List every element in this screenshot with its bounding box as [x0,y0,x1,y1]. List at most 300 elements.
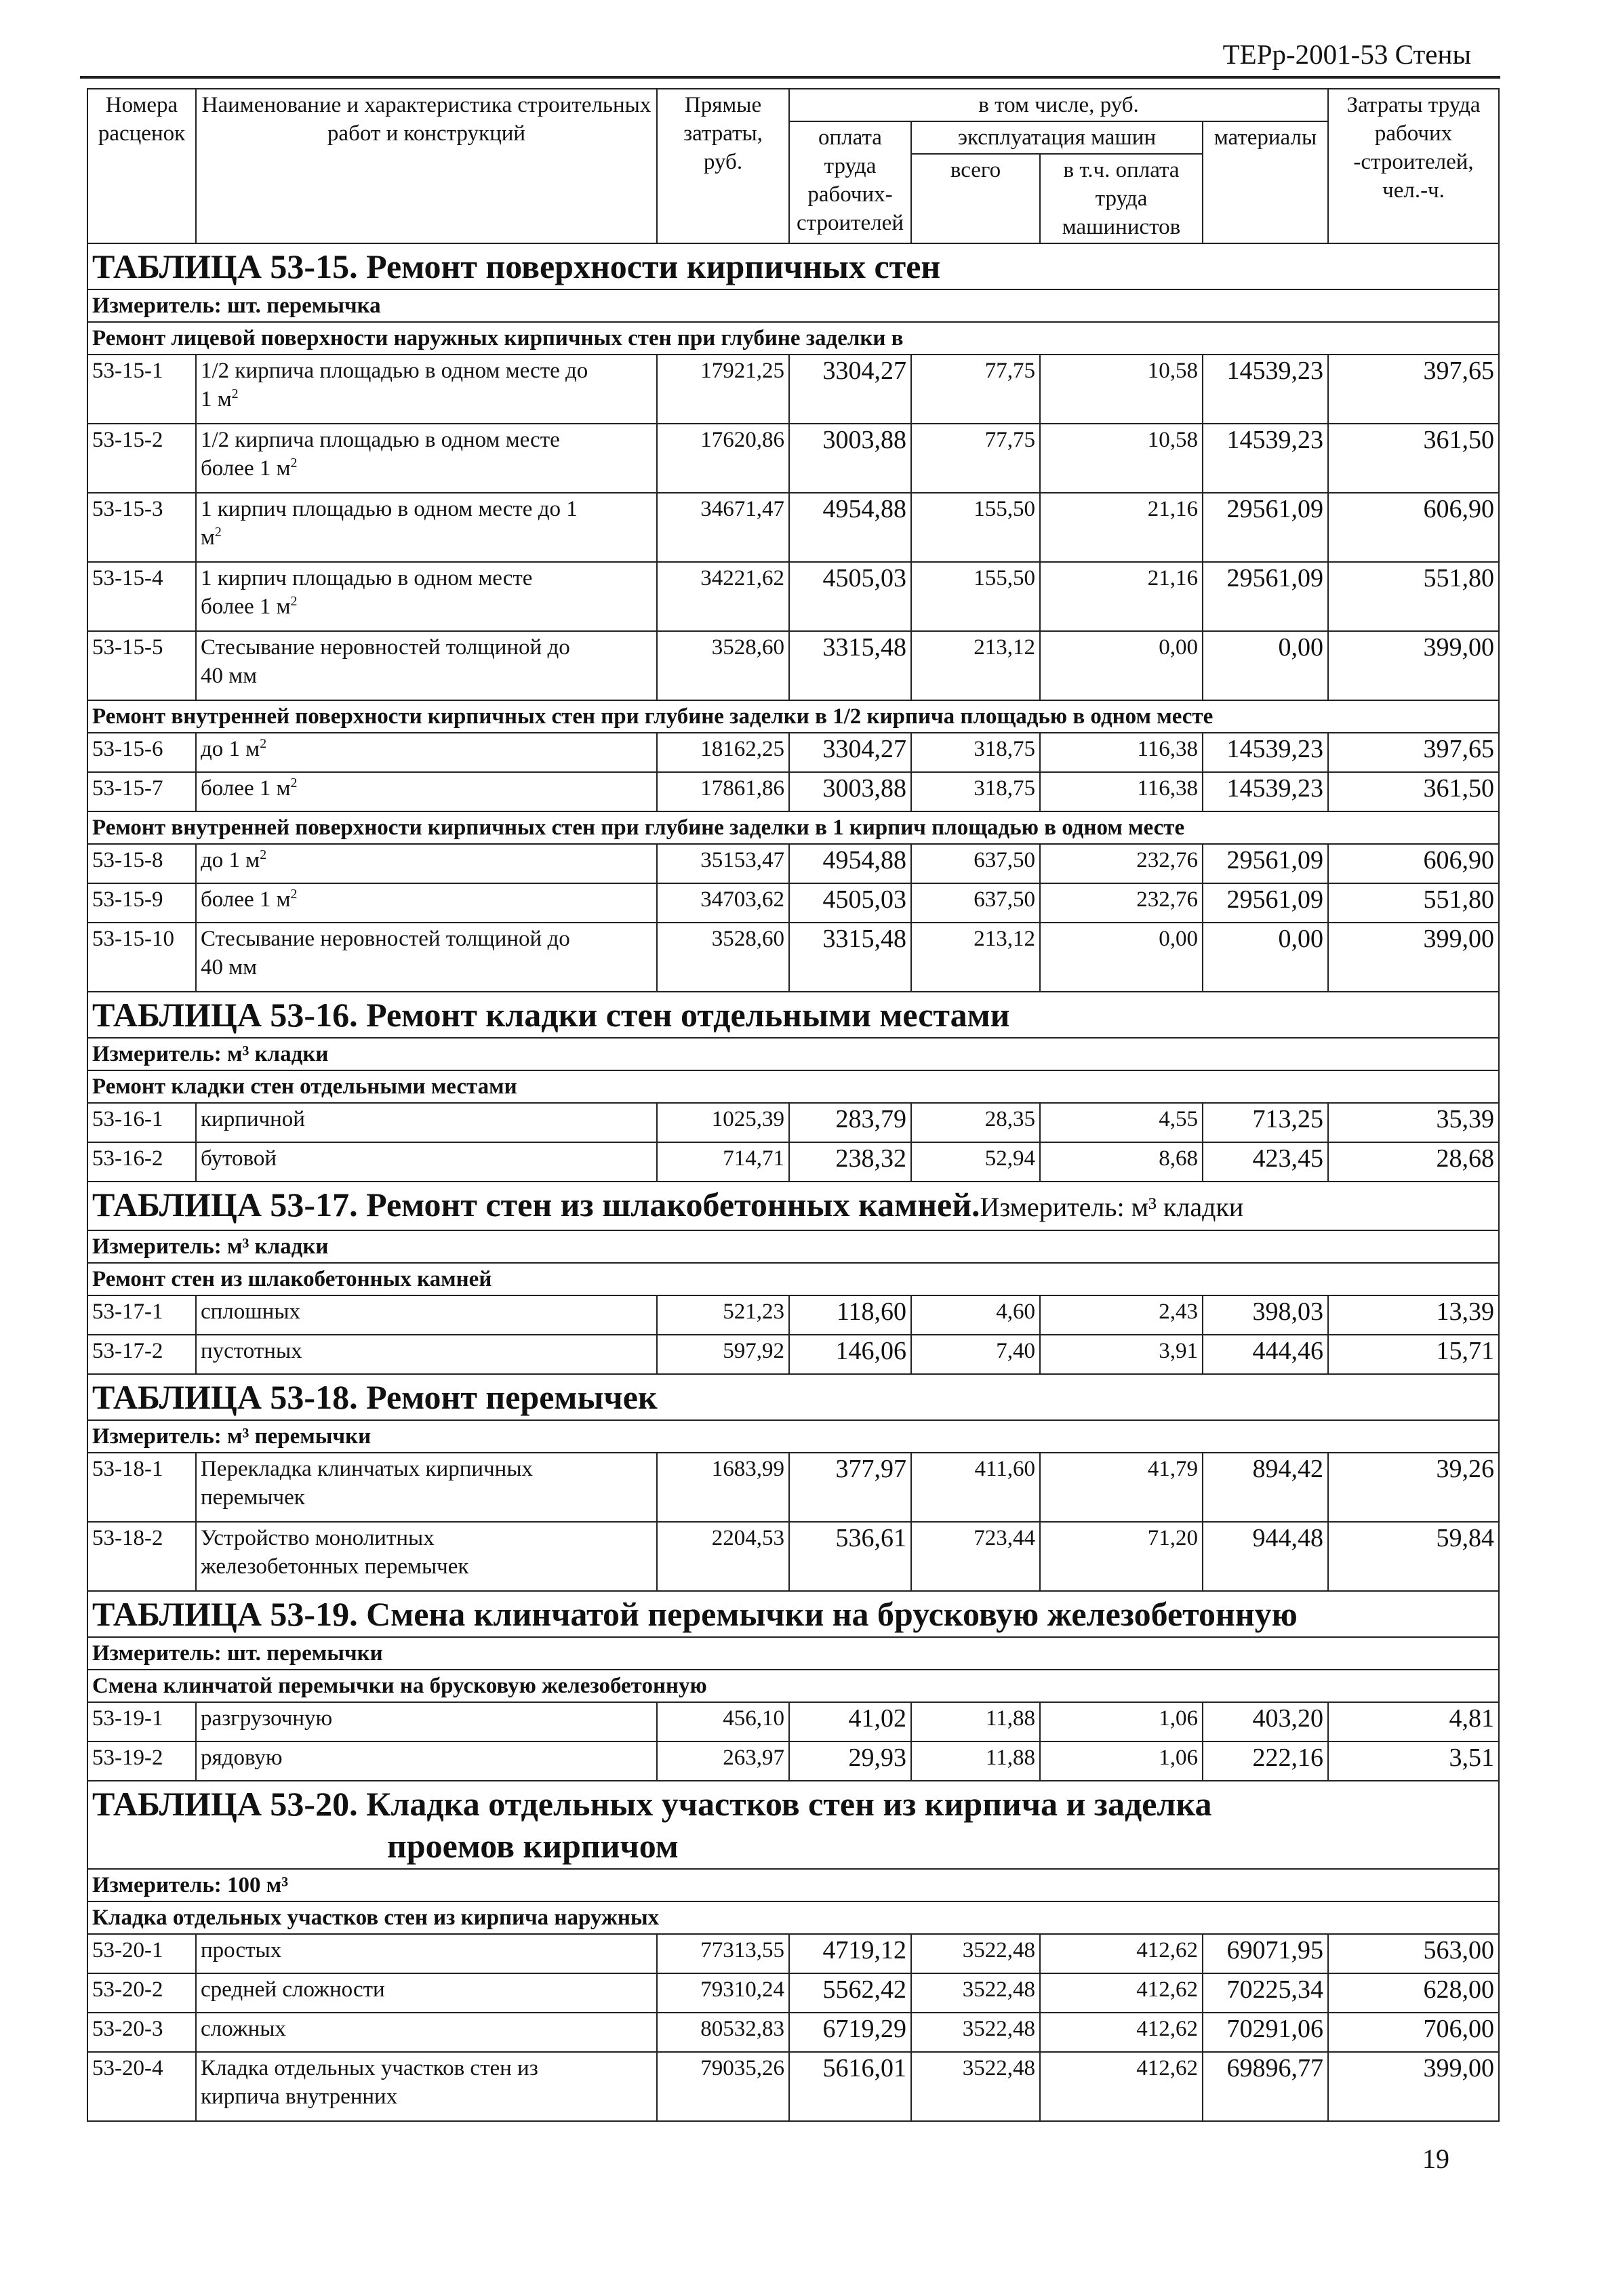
machines-cost: 3522,48 [911,1973,1040,2013]
machine-wages-cost: 1,06 [1040,1702,1203,1741]
direct-cost: 77313,55 [657,1934,789,1973]
materials-cost: 69896,77 [1203,2052,1328,2121]
work-name [196,733,657,772]
machines-cost: 213,12 [911,923,1040,992]
group-label: Ремонт внутренней поверхности кирпичных стен при глубине заделки в 1 кирпич площадью в одном месте [87,811,1499,844]
table-row [87,1103,1499,1142]
work-name-line1: до 1 м [201,737,260,761]
work-name-line1: Стесывание неровностей толщиной до [201,927,570,951]
work-name-line1: разгрузочную [201,1706,333,1731]
labor-cost: 606,90 [1328,844,1499,883]
rate-code: 53-20-4 [87,2052,196,2121]
unit-exponent: 2 [290,594,298,609]
work-name-line1: сплошных [201,1300,301,1324]
table-row [87,2013,1499,2052]
rate-code: 53-18-1 [87,1453,196,1522]
table-row [87,923,1499,992]
machines-cost: 11,88 [911,1741,1040,1781]
section-title-text: ТАБЛИЦА 53-17. Ремонт стен из шлакобетонных камней. [92,1186,980,1224]
labor-cost: 399,00 [1328,923,1499,992]
group-label: Ремонт лицевой поверхности наружных кирпичных стен при глубине заделки в [87,322,1499,355]
wages-cost: 3304,27 [789,733,911,772]
section-title-row [87,1182,1499,1230]
table-row [87,1522,1499,1591]
materials-cost: 29561,09 [1203,562,1328,631]
machines-cost: 11,88 [911,1702,1040,1741]
wages-cost: 283,79 [789,1103,911,1142]
group-label: Ремонт внутренней поверхности кирпичных стен при глубине заделки в 1/2 кирпича площадью в одном месте [87,700,1499,733]
materials-cost: 70225,34 [1203,1973,1328,2013]
machine-wages-cost: 0,00 [1040,631,1203,700]
labor-cost: 551,80 [1328,883,1499,923]
machine-wages-cost: 232,76 [1040,883,1203,923]
materials-cost: 894,42 [1203,1453,1328,1522]
labor-cost: 13,39 [1328,1295,1499,1335]
work-name [196,1295,657,1335]
machines-cost: 3522,48 [911,2052,1040,2121]
work-name [196,1741,657,1781]
group-row [87,1263,1499,1295]
wages-cost: 4505,03 [789,883,911,923]
work-name [196,493,657,562]
table-row [87,355,1499,424]
materials-cost: 69071,95 [1203,1934,1328,1973]
work-name [196,1934,657,1973]
group-row [87,700,1499,733]
table-row [87,562,1499,631]
wages-cost: 5562,42 [789,1973,911,2013]
machines-cost: 52,94 [911,1142,1040,1182]
section-unit-row [87,1230,1499,1263]
machine-wages-cost: 116,38 [1040,772,1203,811]
work-name-line1: 1/2 кирпича площадью в одном месте до [201,359,588,383]
work-name-line1: более 1 м [201,776,291,801]
materials-cost: 14539,23 [1203,772,1328,811]
header-code: Номера расценок [87,89,196,243]
wages-cost: 5616,01 [789,2052,911,2121]
section-title-text: ТАБЛИЦА 53-18. Ремонт перемычек [92,1378,658,1416]
table-row [87,1934,1499,1973]
materials-cost: 14539,23 [1203,424,1328,493]
table-row [87,1142,1499,1182]
work-name-line1: более 1 м [201,887,291,912]
direct-cost: 17620,86 [657,424,789,493]
direct-cost: 3528,60 [657,923,789,992]
wages-cost: 4719,12 [789,1934,911,1973]
table-row [87,2052,1499,2121]
header-materials: материалы [1203,121,1328,243]
rate-code: 53-19-1 [87,1702,196,1741]
materials-cost: 14539,23 [1203,355,1328,424]
section-title-cell [87,1591,1499,1637]
labor-cost: 551,80 [1328,562,1499,631]
table-row [87,772,1499,811]
direct-cost: 18162,25 [657,733,789,772]
machines-cost: 213,12 [911,631,1040,700]
unit-exponent: 2 [260,847,267,862]
table-row [87,493,1499,562]
materials-cost: 944,48 [1203,1522,1328,1591]
direct-cost: 79310,24 [657,1973,789,2013]
labor-cost: 399,00 [1328,2052,1499,2121]
work-name-line1: сложных [201,2017,286,2041]
labor-cost: 361,50 [1328,424,1499,493]
work-name [196,883,657,923]
wages-cost: 3304,27 [789,355,911,424]
section-title [92,1376,1494,1418]
work-name-line1: Перекладка клинчатых кирпичных [201,1457,533,1481]
header-name: Наименование и характеристика строительных работ и конструкций [196,89,657,243]
materials-cost: 29561,09 [1203,493,1328,562]
page-number: 19 [1422,2143,1449,2174]
work-name [196,1453,657,1522]
machine-wages-cost: 2,43 [1040,1295,1203,1335]
machines-cost: 411,60 [911,1453,1040,1522]
section-unit: Измеритель: 100 м³ [87,1869,1499,1901]
direct-cost: 597,92 [657,1335,789,1374]
table-row [87,1741,1499,1781]
document-id: ТЕРр-2001-53 Стены [1222,39,1471,70]
work-name [196,1702,657,1741]
work-name [196,1142,657,1182]
labor-cost: 15,71 [1328,1335,1499,1374]
labor-cost: 563,00 [1328,1934,1499,1973]
group-row [87,1901,1499,1934]
group-row [87,322,1499,355]
table-row [87,844,1499,883]
wages-cost: 3003,88 [789,424,911,493]
work-name [196,1335,657,1374]
wages-cost: 4954,88 [789,493,911,562]
table-row [87,883,1499,923]
unit-exponent: 2 [290,887,298,902]
work-name-line1: Кладка отдельных участков стен из [201,2056,538,2080]
work-name-line1: до 1 м [201,848,260,872]
header-row-1 [87,89,1499,121]
rate-code: 53-17-2 [87,1335,196,1374]
unit-exponent: 2 [214,525,222,540]
table-row [87,424,1499,493]
direct-cost: 263,97 [657,1741,789,1781]
section-title-text: ТАБЛИЦА 53-16. Ремонт кладки стен отдельными местами [92,996,1010,1034]
machines-cost: 318,75 [911,733,1040,772]
machine-wages-cost: 71,20 [1040,1522,1203,1591]
work-name-line1: пустотных [201,1339,302,1363]
work-name [196,631,657,700]
labor-cost: 397,65 [1328,733,1499,772]
section-title-cell [87,1781,1499,1869]
materials-cost: 398,03 [1203,1295,1328,1335]
labor-cost: 35,39 [1328,1103,1499,1142]
table-body [87,89,1499,2121]
work-name-line1: бутовой [201,1146,277,1171]
section-title-row [87,1781,1499,1869]
group-row [87,811,1499,844]
labor-cost: 28,68 [1328,1142,1499,1182]
labor-cost: 628,00 [1328,1973,1499,2013]
direct-cost: 521,23 [657,1295,789,1335]
wages-cost: 3315,48 [789,631,911,700]
machine-wages-cost: 116,38 [1040,733,1203,772]
rate-code: 53-15-2 [87,424,196,493]
rate-code: 53-19-2 [87,1741,196,1781]
section-unit-row [87,1637,1499,1670]
direct-cost: 1683,99 [657,1453,789,1522]
section-title-unit: Измеритель: м³ кладки [980,1192,1244,1222]
wages-cost: 238,32 [789,1142,911,1182]
work-name-line1: кирпичной [201,1107,305,1131]
rate-code: 53-15-10 [87,923,196,992]
group-label: Кладка отдельных участков стен из кирпича наружных [87,1901,1499,1934]
work-name-line1: средней сложности [201,1977,385,2002]
machine-wages-cost: 0,00 [1040,923,1203,992]
materials-cost: 444,46 [1203,1335,1328,1374]
table-row [87,1335,1499,1374]
materials-cost: 713,25 [1203,1103,1328,1142]
section-title [92,245,1494,287]
work-name-line1: Устройство монолитных [201,1526,435,1550]
machines-cost: 637,50 [911,844,1040,883]
rate-code: 53-15-5 [87,631,196,700]
work-name-line1: Стесывание неровностей толщиной до [201,635,570,660]
group-row [87,1670,1499,1702]
work-name-line2: железобетонных перемычек [201,1554,469,1579]
rate-code: 53-15-8 [87,844,196,883]
rate-code: 53-16-1 [87,1103,196,1142]
rate-code: 53-15-1 [87,355,196,424]
materials-cost: 222,16 [1203,1741,1328,1781]
labor-cost: 397,65 [1328,355,1499,424]
header-labor: Затраты труда рабочих -строителей, чел.-ч. [1328,89,1499,243]
work-name-line2: 40 мм [201,664,258,688]
wages-cost: 4954,88 [789,844,911,883]
materials-cost: 29561,09 [1203,883,1328,923]
wages-cost: 536,61 [789,1522,911,1591]
section-title-cell [87,243,1499,289]
direct-cost: 17861,86 [657,772,789,811]
labor-cost: 399,00 [1328,631,1499,700]
direct-cost: 2204,53 [657,1522,789,1591]
table-row [87,1702,1499,1741]
rate-code: 53-15-6 [87,733,196,772]
work-name-line1: простых [201,1938,282,1962]
work-name [196,424,657,493]
section-title [92,1184,1494,1228]
rate-code: 53-15-4 [87,562,196,631]
direct-cost: 456,10 [657,1702,789,1741]
machine-wages-cost: 412,62 [1040,2013,1203,2052]
wages-cost: 118,60 [789,1295,911,1335]
machines-cost: 77,75 [911,424,1040,493]
direct-cost: 34671,47 [657,493,789,562]
wages-cost: 3003,88 [789,772,911,811]
machines-cost: 155,50 [911,562,1040,631]
work-name [196,2013,657,2052]
labor-cost: 59,84 [1328,1522,1499,1591]
work-name-line2: перемычек [201,1485,305,1510]
section-title-cell [87,992,1499,1038]
work-name [196,2052,657,2121]
machines-cost: 155,50 [911,493,1040,562]
work-name-line1: 1 кирпич площадью в одном месте [201,566,533,590]
section-unit-row [87,1420,1499,1453]
unit-exponent: 2 [231,386,239,401]
group-label: Смена клинчатой перемычки на брусковую железобетонную [87,1670,1499,1702]
section-unit: Измеритель: шт. перемычки [87,1637,1499,1670]
header-direct: Прямые затраты, руб. [657,89,789,243]
machine-wages-cost: 412,62 [1040,1973,1203,2013]
section-title-text: ТАБЛИЦА 53-15. Ремонт поверхности кирпичных стен [92,247,941,285]
table-row [87,631,1499,700]
wages-cost: 4505,03 [789,562,911,631]
group-label: Ремонт кладки стен отдельными местами [87,1070,1499,1103]
materials-cost: 403,20 [1203,1702,1328,1741]
wages-cost: 41,02 [789,1702,911,1741]
section-title-text: ТАБЛИЦА 53-20. Кладка отдельных участков стен из кирпича и заделка [92,1785,1212,1823]
unit-exponent: 2 [260,736,267,751]
work-name [196,562,657,631]
machine-wages-cost: 3,91 [1040,1335,1203,1374]
work-name-line2: более 1 м [201,595,291,619]
machine-wages-cost: 1,06 [1040,1741,1203,1781]
wages-cost: 377,97 [789,1453,911,1522]
machines-cost: 4,60 [911,1295,1040,1335]
machine-wages-cost: 4,55 [1040,1103,1203,1142]
direct-cost: 34703,62 [657,883,789,923]
rate-code: 53-20-3 [87,2013,196,2052]
work-name-line2: кирпича внутренних [201,2084,398,2109]
section-title-line2: проемов кирпичом [387,1827,679,1865]
machines-cost: 723,44 [911,1522,1040,1591]
section-title [92,994,1494,1036]
work-name-line2: 1 м [201,387,232,411]
rate-code: 53-20-2 [87,1973,196,2013]
rate-code: 53-16-2 [87,1142,196,1182]
unit-exponent: 2 [290,456,298,470]
section-title-row [87,1374,1499,1420]
machine-wages-cost: 10,58 [1040,355,1203,424]
section-unit: Измеритель: м³ кладки [87,1230,1499,1263]
labor-cost: 3,51 [1328,1741,1499,1781]
section-title [92,1593,1494,1635]
materials-cost: 29561,09 [1203,844,1328,883]
table-row [87,1295,1499,1335]
section-unit-row [87,1038,1499,1070]
machine-wages-cost: 232,76 [1040,844,1203,883]
labor-cost: 39,26 [1328,1453,1499,1522]
header-machines-wages: в т.ч. оплата труда машинистов [1040,154,1203,243]
section-unit: Измеритель: м³ перемычки [87,1420,1499,1453]
machine-wages-cost: 41,79 [1040,1453,1203,1522]
header-rule [80,76,1500,79]
work-name-line1: 1 кирпич площадью в одном месте до 1 [201,497,578,521]
work-name [196,923,657,992]
labor-cost: 4,81 [1328,1702,1499,1741]
direct-cost: 714,71 [657,1142,789,1182]
work-name [196,844,657,883]
section-unit-row [87,289,1499,322]
materials-cost: 423,45 [1203,1142,1328,1182]
section-title-row [87,1591,1499,1637]
machine-wages-cost: 10,58 [1040,424,1203,493]
machine-wages-cost: 412,62 [1040,1934,1203,1973]
materials-cost: 14539,23 [1203,733,1328,772]
section-title-cell [87,1182,1499,1230]
group-label: Ремонт стен из шлакобетонных камней [87,1263,1499,1295]
direct-cost: 35153,47 [657,844,789,883]
work-name-line2: м [201,525,215,550]
direct-cost: 3528,60 [657,631,789,700]
machines-cost: 3522,48 [911,1934,1040,1973]
materials-cost: 70291,06 [1203,2013,1328,2052]
machine-wages-cost: 21,16 [1040,562,1203,631]
wages-cost: 6719,29 [789,2013,911,2052]
table-row [87,1453,1499,1522]
rates-table [87,88,1500,2122]
direct-cost: 79035,26 [657,2052,789,2121]
header-machines-total: всего [911,154,1040,243]
work-name-line1: рядовую [201,1746,283,1770]
table-row [87,733,1499,772]
machines-cost: 7,40 [911,1335,1040,1374]
machines-cost: 318,75 [911,772,1040,811]
direct-cost: 17921,25 [657,355,789,424]
work-name-line1: 1/2 кирпича площадью в одном месте [201,428,560,452]
section-title-cell [87,1374,1499,1420]
table-row [87,1973,1499,2013]
wages-cost: 29,93 [789,1741,911,1781]
work-name [196,355,657,424]
machine-wages-cost: 8,68 [1040,1142,1203,1182]
header-incl: в том числе, руб. [789,89,1328,121]
direct-cost: 34221,62 [657,562,789,631]
machines-cost: 28,35 [911,1103,1040,1142]
header-wages: оплата труда рабочих-строителей [789,121,911,243]
labor-cost: 606,90 [1328,493,1499,562]
wages-cost: 146,06 [789,1335,911,1374]
machine-wages-cost: 21,16 [1040,493,1203,562]
work-name [196,772,657,811]
rate-code: 53-20-1 [87,1934,196,1973]
rate-code: 53-15-3 [87,493,196,562]
rate-code: 53-15-9 [87,883,196,923]
rate-code: 53-17-1 [87,1295,196,1335]
labor-cost: 706,00 [1328,2013,1499,2052]
section-title [92,1783,1494,1825]
work-name [196,1103,657,1142]
materials-cost: 0,00 [1203,631,1328,700]
direct-cost: 1025,39 [657,1103,789,1142]
materials-cost: 0,00 [1203,923,1328,992]
rate-code: 53-18-2 [87,1522,196,1591]
direct-cost: 80532,83 [657,2013,789,2052]
header-machines: эксплуатация машин [911,121,1203,154]
machine-wages-cost: 412,62 [1040,2052,1203,2121]
labor-cost: 361,50 [1328,772,1499,811]
unit-exponent: 2 [290,776,298,790]
work-name-line2: 40 мм [201,955,258,980]
wages-cost: 3315,48 [789,923,911,992]
machines-cost: 3522,48 [911,2013,1040,2052]
machines-cost: 77,75 [911,355,1040,424]
section-title-text: ТАБЛИЦА 53-19. Смена клинчатой перемычки на брусковую железобетонную [92,1595,1298,1633]
section-unit-row [87,1869,1499,1901]
section-title-row [87,243,1499,289]
section-unit: Измеритель: м³ кладки [87,1038,1499,1070]
work-name-line2: более 1 м [201,456,291,481]
section-title-row [87,992,1499,1038]
rate-code: 53-15-7 [87,772,196,811]
